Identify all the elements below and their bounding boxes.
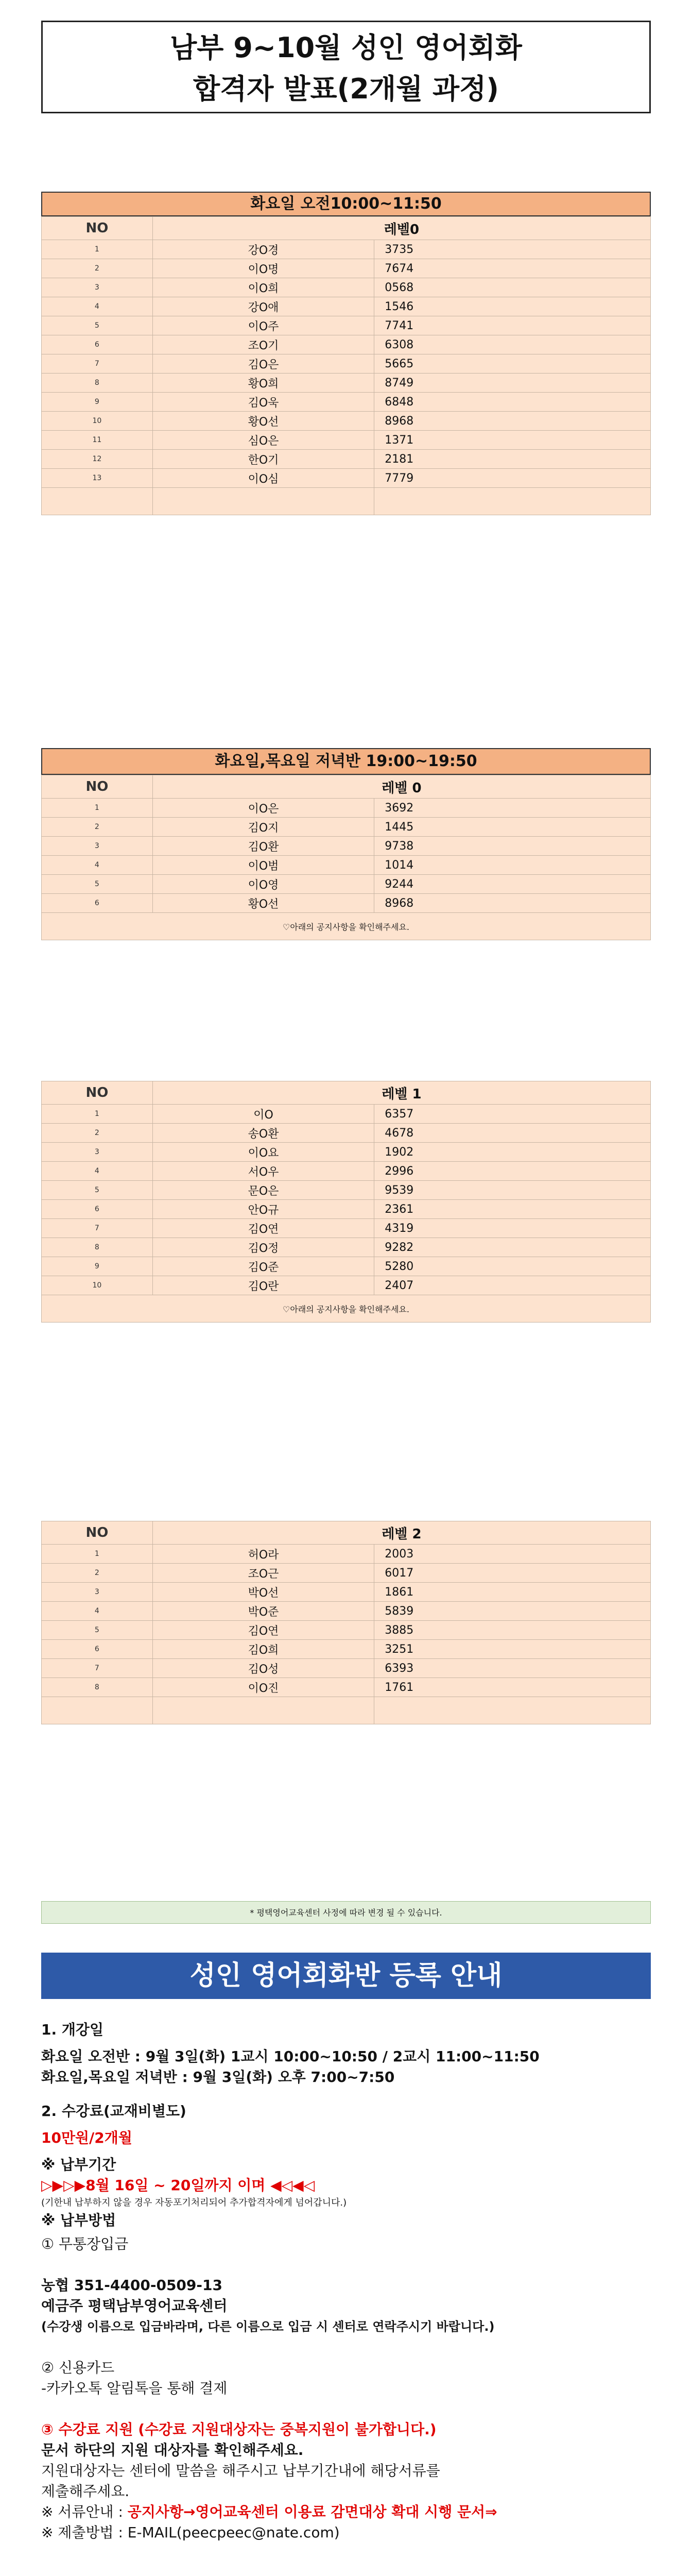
table-row xyxy=(42,1219,651,1238)
cell-code: 4319 xyxy=(374,1219,651,1238)
registration-banner: 성인 영어회화반 등록 안내 xyxy=(41,1953,651,1999)
table-row xyxy=(42,1124,651,1143)
bank-note: (수강생 이름으로 입금바라며, 다른 이름으로 입금 시 센터로 연락주시기 바랍니다.) xyxy=(41,2319,495,2334)
cell-no: 7 xyxy=(42,1659,153,1678)
cell-no: 10 xyxy=(42,1276,153,1295)
cell-code: 8968 xyxy=(374,412,651,431)
table-row xyxy=(42,1564,651,1583)
col-no: NO xyxy=(42,217,153,240)
cell-name: 김O정 xyxy=(152,1238,374,1257)
cell-name: 김O욱 xyxy=(152,393,374,412)
info-section xyxy=(41,2020,651,2576)
cell-no: 2 xyxy=(42,1564,153,1583)
cell-code: 6357 xyxy=(374,1105,651,1124)
cell-code: 1861 xyxy=(374,1583,651,1602)
cell-name: 이O xyxy=(152,1105,374,1124)
table-row xyxy=(42,1257,651,1276)
table-row xyxy=(42,469,651,488)
table-row xyxy=(42,297,651,316)
level-label: 레벨 2 xyxy=(152,1521,650,1545)
cell-code: 9738 xyxy=(374,837,651,856)
cell-code: 5839 xyxy=(374,1602,651,1621)
cell-code: 5665 xyxy=(374,354,651,374)
table-row xyxy=(42,450,651,469)
cell-code: 5280 xyxy=(374,1257,651,1276)
cell-code: 1761 xyxy=(374,1678,651,1697)
cell-name: 서O우 xyxy=(152,1162,374,1181)
cell-name: 송O환 xyxy=(152,1124,374,1143)
cell-no: 11 xyxy=(42,431,153,450)
cell-no: 2 xyxy=(42,1124,153,1143)
table-note: ♡아래의 공지사항을 확인해주세요. xyxy=(42,1295,651,1323)
method2-sub: -카카오톡 알림톡을 통해 결제 xyxy=(41,2380,228,2397)
cell-no: 4 xyxy=(42,856,153,875)
table3 xyxy=(41,1081,651,1323)
cell-no: 4 xyxy=(42,1602,153,1621)
cell-no: 4 xyxy=(42,297,153,316)
level-label: 레벨 0 xyxy=(152,775,650,799)
table-row xyxy=(42,837,651,856)
cell-name: 박O선 xyxy=(152,1583,374,1602)
cell-name: 김O환 xyxy=(152,837,374,856)
cell-code: 0568 xyxy=(374,278,651,297)
cell-no: 6 xyxy=(42,894,153,913)
cell-name: 이O심 xyxy=(152,469,374,488)
table-row xyxy=(42,259,651,278)
cell-code: 1902 xyxy=(374,1143,651,1162)
cell-name: 김O희 xyxy=(152,1640,374,1659)
s1-line2: 화요일,목요일 저녁반 : 9월 3일(화) 오후 7:00~7:50 xyxy=(41,2069,395,2086)
table-row xyxy=(42,1200,651,1219)
cell-no: 9 xyxy=(42,1257,153,1276)
cell-code: 6308 xyxy=(374,335,651,354)
cell-name: 문O은 xyxy=(152,1181,374,1200)
cell-name: 이O희 xyxy=(152,278,374,297)
cell-no: 10 xyxy=(42,412,153,431)
cell-code: 2003 xyxy=(374,1545,651,1564)
table-row xyxy=(42,1659,651,1678)
table-row xyxy=(42,240,651,259)
cell-no: 3 xyxy=(42,1583,153,1602)
submit-method: ※ 제출방법 : E-MAIL(peecpeec@nate.com) xyxy=(41,2524,340,2541)
col-no: NO xyxy=(42,775,153,799)
s1-title: 1. 개강일 xyxy=(41,2021,104,2038)
cell-name: 황O선 xyxy=(152,894,374,913)
table-row xyxy=(42,1621,651,1640)
cell-code: 7779 xyxy=(374,469,651,488)
table-row xyxy=(42,818,651,837)
table4-note: * 평택영어교육센터 사정에 따라 변경 될 수 있습니다. xyxy=(41,1901,651,1924)
cell-no: 3 xyxy=(42,1143,153,1162)
cell-code: 2361 xyxy=(374,1200,651,1219)
cell-name: 이O명 xyxy=(152,259,374,278)
cell-code: 6393 xyxy=(374,1659,651,1678)
cell-no: 1 xyxy=(42,1545,153,1564)
table-row xyxy=(42,374,651,393)
s2-period-note: (기한내 납부하지 않을 경우 자동포기처리되어 추가합격자에게 넘어갑니다.) xyxy=(41,2197,347,2208)
page-title-box xyxy=(41,21,651,113)
cell-name: 김O준 xyxy=(152,1257,374,1276)
table-row xyxy=(42,393,651,412)
cell-name: 이O범 xyxy=(152,856,374,875)
table-row xyxy=(42,1143,651,1162)
cell-name: 한O기 xyxy=(152,450,374,469)
table4 xyxy=(41,1521,651,1724)
cell-name: 이O진 xyxy=(152,1678,374,1697)
table-row xyxy=(42,875,651,894)
cell-code: 3692 xyxy=(374,799,651,818)
cell-code: 1445 xyxy=(374,818,651,837)
cell-name: 박O준 xyxy=(152,1602,374,1621)
table2 xyxy=(41,775,651,940)
cell-code: 9282 xyxy=(374,1238,651,1257)
cell-code: 9539 xyxy=(374,1181,651,1200)
table-row xyxy=(42,799,651,818)
bank-holder: 예금주 평택남부영어교육센터 xyxy=(41,2297,228,2314)
cell-code: 3735 xyxy=(374,240,651,259)
cell-code: 6848 xyxy=(374,393,651,412)
cell-no: 7 xyxy=(42,1219,153,1238)
cell-no: 5 xyxy=(42,875,153,894)
s1-line1: 화요일 오전반 : 9월 3일(화) 1교시 10:00~10:50 / 2교시 11:00~11:50 xyxy=(41,2048,540,2065)
cell-name: 허O라 xyxy=(152,1545,374,1564)
cell-no: 13 xyxy=(42,469,153,488)
cell-name: 이O은 xyxy=(152,799,374,818)
cell-name: 조O근 xyxy=(152,1564,374,1583)
table-row xyxy=(42,1105,651,1124)
cell-no: 4 xyxy=(42,1162,153,1181)
s3-title xyxy=(41,2574,651,2576)
cell-name: 황O선 xyxy=(152,412,374,431)
cell-no: 12 xyxy=(42,450,153,469)
cell-code: 1014 xyxy=(374,856,651,875)
cell-name: 안O규 xyxy=(152,1200,374,1219)
page-title-line1: 남부 9~10월 성인 영어회화 xyxy=(170,31,522,64)
cell-name: 강O애 xyxy=(152,297,374,316)
s2-title: 2. 수강료(교재비별도) xyxy=(41,2103,186,2120)
table1 xyxy=(41,216,651,515)
cell-name: 김O성 xyxy=(152,1659,374,1678)
table-row xyxy=(42,278,651,297)
cell-no: 5 xyxy=(42,316,153,335)
cell-no: 5 xyxy=(42,1181,153,1200)
table-row xyxy=(42,1678,651,1697)
cell-no: 3 xyxy=(42,837,153,856)
method3: ③ 수강료 지원 (수강료 지원대상자는 중복지원이 불가합니다.) xyxy=(41,2421,437,2438)
table-row xyxy=(42,431,651,450)
method3-line3: 제출해주세요. xyxy=(41,2483,130,2500)
table-row xyxy=(42,335,651,354)
cell-name: 김O란 xyxy=(152,1276,374,1295)
cell-no: 3 xyxy=(42,278,153,297)
cell-code: 2407 xyxy=(374,1276,651,1295)
s2-period-label: ※ 납부기간 xyxy=(41,2156,116,2173)
cell-no: 1 xyxy=(42,799,153,818)
table1-header: 화요일 오전10:00~11:50 xyxy=(41,192,651,216)
cell-code: 1546 xyxy=(374,297,651,316)
table-row xyxy=(42,1640,651,1659)
cell-code: 7741 xyxy=(374,316,651,335)
table-row xyxy=(42,1276,651,1295)
cell-no: 8 xyxy=(42,1238,153,1257)
doc-guide-link[interactable]: 공지사항→영어교육센터 이용료 감면대상 확대 시행 문서⇒ xyxy=(127,2503,497,2520)
table-row xyxy=(42,316,651,335)
level-label: 레벨 1 xyxy=(152,1081,650,1105)
cell-name: 이O영 xyxy=(152,875,374,894)
cell-code: 2996 xyxy=(374,1162,651,1181)
level-label: 레벨0 xyxy=(152,217,650,240)
cell-name: 김O연 xyxy=(152,1621,374,1640)
table-row xyxy=(42,354,651,374)
cell-code: 3251 xyxy=(374,1640,651,1659)
cell-code: 8968 xyxy=(374,894,651,913)
cell-no: 6 xyxy=(42,1200,153,1219)
cell-no: 1 xyxy=(42,1105,153,1124)
table-row xyxy=(42,1162,651,1181)
cell-code: 3885 xyxy=(374,1621,651,1640)
doc-guide-label: ※ 서류안내 : xyxy=(41,2503,128,2520)
s2-period: ▷▶▷▶8월 16일 ~ 20일까지 이며 ◀◁◀◁ xyxy=(41,2177,315,2194)
page-title-line2: 합격자 발표(2개월 과정) xyxy=(193,73,499,105)
cell-code: 7674 xyxy=(374,259,651,278)
cell-no: 1 xyxy=(42,240,153,259)
col-no: NO xyxy=(42,1081,153,1105)
cell-code: 4678 xyxy=(374,1124,651,1143)
method3-line1: 문서 하단의 지원 대상자를 확인해주세요. xyxy=(41,2442,304,2459)
cell-name: 심O은 xyxy=(152,431,374,450)
method1: ① 무통장입금 xyxy=(41,2235,129,2252)
cell-no: 6 xyxy=(42,335,153,354)
cell-no: 9 xyxy=(42,393,153,412)
s2-fee: 10만원/2개월 xyxy=(41,2129,132,2146)
table-row xyxy=(42,1181,651,1200)
cell-code: 1371 xyxy=(374,431,651,450)
cell-name: 김O은 xyxy=(152,354,374,374)
table-row xyxy=(42,1583,651,1602)
cell-no: 2 xyxy=(42,818,153,837)
table-row xyxy=(42,894,651,913)
cell-no: 7 xyxy=(42,354,153,374)
table-note: ♡아래의 공지사항을 확인해주세요. xyxy=(42,913,651,940)
col-no: NO xyxy=(42,1521,153,1545)
cell-no: 5 xyxy=(42,1621,153,1640)
cell-name: 강O경 xyxy=(152,240,374,259)
cell-name: 김O지 xyxy=(152,818,374,837)
table-row xyxy=(42,412,651,431)
table-row xyxy=(42,1238,651,1257)
cell-code: 6017 xyxy=(374,1564,651,1583)
cell-name: 이O요 xyxy=(152,1143,374,1162)
table2-header: 화요일,목요일 저녁반 19:00~19:50 xyxy=(41,748,651,775)
cell-code: 8749 xyxy=(374,374,651,393)
cell-no: 8 xyxy=(42,374,153,393)
method2: ② 신용카드 xyxy=(41,2359,115,2376)
bank-account: 농협 351-4400-0509-13 xyxy=(41,2277,222,2294)
cell-name: 김O연 xyxy=(152,1219,374,1238)
table-row xyxy=(42,856,651,875)
table-row xyxy=(42,1602,651,1621)
s2-method-label: ※ 납부방법 xyxy=(41,2212,116,2229)
method3-line2: 지원대상자는 센터에 말씀을 해주시고 납부기간내에 해당서류를 xyxy=(41,2462,440,2479)
cell-no: 8 xyxy=(42,1678,153,1697)
cell-name: 황O희 xyxy=(152,374,374,393)
cell-no: 2 xyxy=(42,259,153,278)
cell-name: 이O주 xyxy=(152,316,374,335)
cell-no: 6 xyxy=(42,1640,153,1659)
cell-code: 9244 xyxy=(374,875,651,894)
cell-code: 2181 xyxy=(374,450,651,469)
table-row xyxy=(42,1545,651,1564)
cell-name: 조O기 xyxy=(152,335,374,354)
